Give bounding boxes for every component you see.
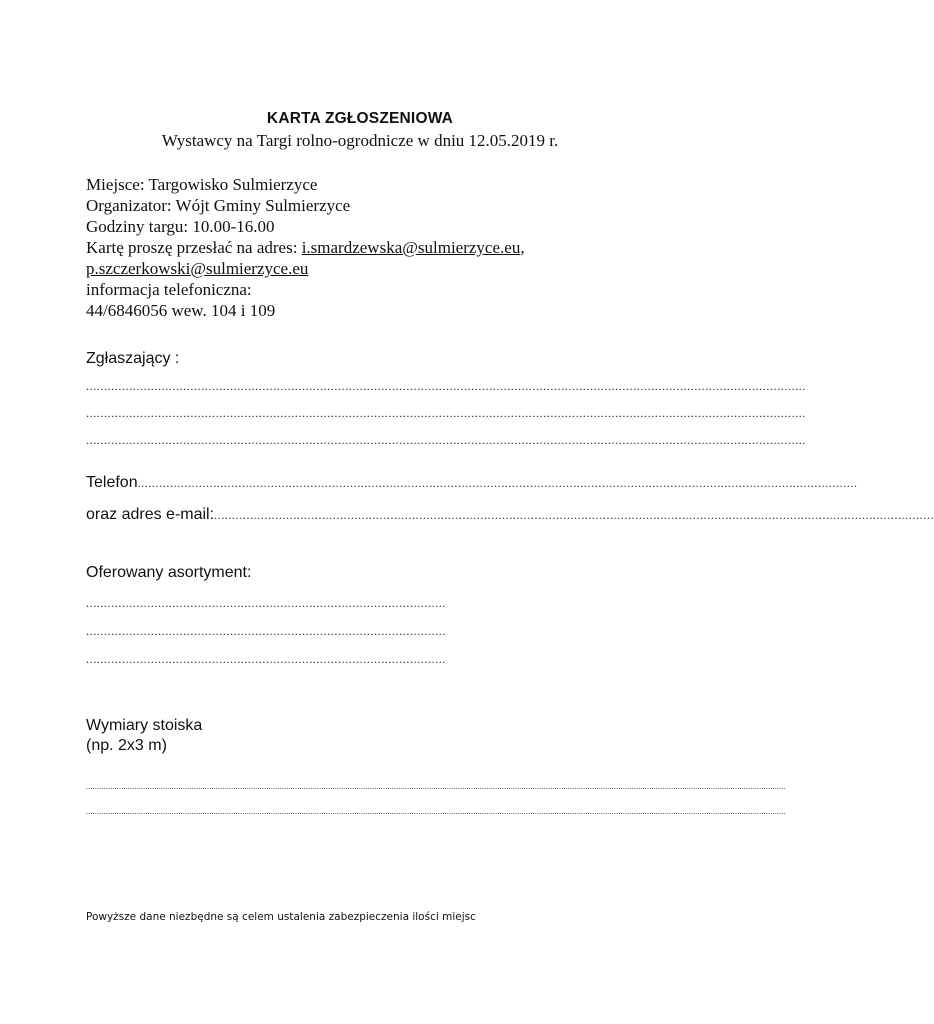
phone-field-label: Telefon — [86, 474, 138, 491]
email-link-2[interactable]: p.szczerkowski@sulmierzyce.eu — [86, 259, 309, 278]
email-field-line[interactable]: ........................................................................................................................................................................................................ — [214, 508, 934, 522]
email-field-label: oraz adres e-mail: — [86, 506, 215, 523]
assortment-label: Oferowany asortyment: — [86, 564, 252, 581]
place-line: Miejsce: Targowisko Sulmierzyce — [86, 175, 318, 194]
assortment-field-line-1[interactable]: .................................................................................................... — [86, 596, 446, 610]
form-subtitle: Wystawcy na Targi rolno-ogrodnicze w dniu 12.05.2019 r. — [161, 131, 559, 150]
stand-size-hint: (np. 2x3 m) — [86, 737, 167, 754]
applicant-field-line-2[interactable]: ........................................................................................................................................................................................................ — [86, 406, 806, 420]
stand-size-field-line-2[interactable]: .............................................................................................................................................................................................................................................................................................................................. — [86, 807, 786, 816]
assortment-field-line-3[interactable]: .................................................................................................... — [86, 652, 446, 666]
form-title: KARTA ZGŁOSZENIOWA — [266, 110, 454, 127]
email-line-2 — [86, 258, 308, 279]
stand-size-field-line-1[interactable]: .............................................................................................................................................................................................................................................................................................................................. — [86, 782, 786, 791]
assortment-field-line-2[interactable]: .................................................................................................... — [86, 624, 446, 638]
hours-line: Godziny targu: 10.00-16.00 — [86, 217, 275, 236]
organizer-line: Organizator: Wójt Gminy Sulmierzyce — [86, 196, 351, 215]
email-row — [86, 506, 934, 524]
stand-size-label: Wymiary stoiska — [86, 717, 203, 734]
footer-note: Powyższe dane niezbędne są celem ustalenia zabezpieczenia ilości miejsc — [86, 911, 476, 923]
phone-number-line: 44/6846056 wew. 104 i 109 — [86, 301, 276, 320]
applicant-field-line-1[interactable]: ........................................................................................................................................................................................................ — [86, 379, 806, 393]
email-separator: , — [520, 238, 525, 257]
send-label: Kartę proszę przesłać na adres: — [86, 238, 302, 257]
applicant-label: Zgłaszający : — [86, 350, 180, 367]
email-link-1[interactable]: i.smardzewska@sulmierzyce.eu — [301, 238, 521, 257]
phone-label-line: informacja telefoniczna: — [86, 280, 252, 299]
phone-row — [86, 474, 858, 492]
send-address-line — [86, 237, 525, 258]
applicant-field-line-3[interactable]: ........................................................................................................................................................................................................ — [86, 433, 806, 447]
phone-field-line[interactable]: ........................................................................................................................................................................................................ — [137, 476, 858, 490]
